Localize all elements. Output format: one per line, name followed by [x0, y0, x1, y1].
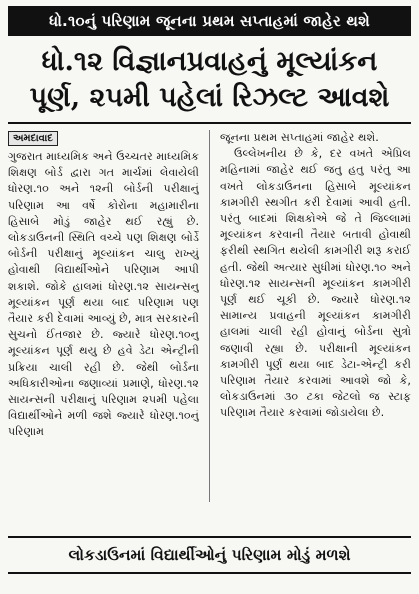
dateline: અમદાવાદ [8, 131, 58, 146]
article-column-right [220, 130, 411, 502]
left-column-text: ગુજરાત માધ્યમિક અને ઉચ્ચતર માધ્યમિક શિક્ષણ બોર્ડ દ્વારા ગત માર્ચમાં લેવાયેલી ધોરણ.૧૦ અને ૧૨ની બોર્ડની પરીક્ષાનું પરિણામ આ વર્ષે કોરોના મહામારીના હિસાબે મોડું જાહેર થઈ રહ્યું છે. લોકડાઉનની સ્થિતિ વચ્ચે પણ શિક્ષણ બોર્ડે બોર્ડની પરીક્ષાનું મૂલ્યાંકન ચાલુ રાખ્યું હોવાથી વિદ્યાર્થીઓને પરિણામ આપી શકાશે. જોકે હાલમાં ધોરણ.૧૨ સાયન્સનુ મૂલ્યાંકન પૂર્ણ થયા બાદ પરિણામ પણ તૈયાર કરી દેવામાં આવ્યું છે, માત્ર સરકારની સુચનો ઈંતજાર છે. જ્યારે ધોરણ.૧૦નુ મૂલ્યાંકન પૂર્ણ થયુ છે હવે ડેટા એન્ટ્રીની પ્રક્રિયા ચાલી રહી છે. જેથી બોર્ડના અધિકારીઓના જણાવ્યાં પ્રમાણે, ધોરણ.૧૨ સાયન્સની પરીક્ષાનું પરિણામ ૨૫મી પહેલા વિદ્યાર્થીઓને મળી જશે જ્યારે ધોરણ.૧૦નું પરિણામ [8, 150, 199, 439]
headline-line-2: પૂર્ણ, ૨૫મી પહેલાં રિઝલ્ટ આવશે [29, 82, 390, 113]
article-column-left [8, 130, 199, 502]
headline-rule [8, 122, 411, 124]
right-column-text: ઉલ્લેખનીય છે કે, દર વખતે એપ્રિલ મહિનામાં જાહેર થઈ જતુ હતુ પરંતુ આ વખતે લોકડાઉનના હિસાબે મૂલ્યાંકન કામગીરી સ્થગીત કરી દેવામાં આવી હતી. પરંતુ બાદમાં શિક્ષકોએ જે તે જિલ્લામાં મૂલ્યાંકન કરવાની તૈયાર બતાવી હોવાથી ફરીથી સ્થગિત થયેલી કામગીરી શરૂ કરાઈ હતી. જેથી અત્યાર સુધીમાં ધોરણ.૧૦ અને ધોરણ.૧૨ સાયન્સની મૂલ્યાંકન કામગીરી પૂર્ણ થઈ ચૂકી છે. જ્યારે ધોરણ.૧૨ સામાન્ય પ્રવાહની મૂલ્યાંકન કામગીરી હાલમાં ચાલી રહી હોવાનું બોર્ડના સુત્રો જણાવી રહ્યા છે. પરીક્ષાની મૂલ્યાંકન કામગીરી પૂર્ણ થયા બાદ ડેટા-એન્ટ્રી કરી પરિણામ તૈયાર કરવામાં આવશે જો કે, લોકડાઉનમાં ૩૦ ટકા જેટલો જ સ્ટાફ પરિણામ તૈયાર કરવામાં જોડાયેલા છે. [220, 147, 411, 420]
headline-line-1: ધો.૧૨ વિજ્ઞાનપ્રવાહનું મૂલ્યાંકન [41, 46, 378, 77]
kicker-banner: ધો.૧૦નું પરિણામ જૂનના પ્રથમ સપ્તાહમાં જાહેર થશે [8, 6, 411, 36]
bottom-headline: લોકડાઉનમાં વિદ્યાર્થીઓનું પરિણામ મોડું મળશે [8, 536, 411, 574]
right-column-lead: જૂનના પ્રથમ સપ્તાહમાં જાહેર થશે. [220, 131, 379, 144]
main-headline [8, 44, 411, 116]
article-body [8, 130, 411, 502]
column-divider [209, 130, 210, 502]
